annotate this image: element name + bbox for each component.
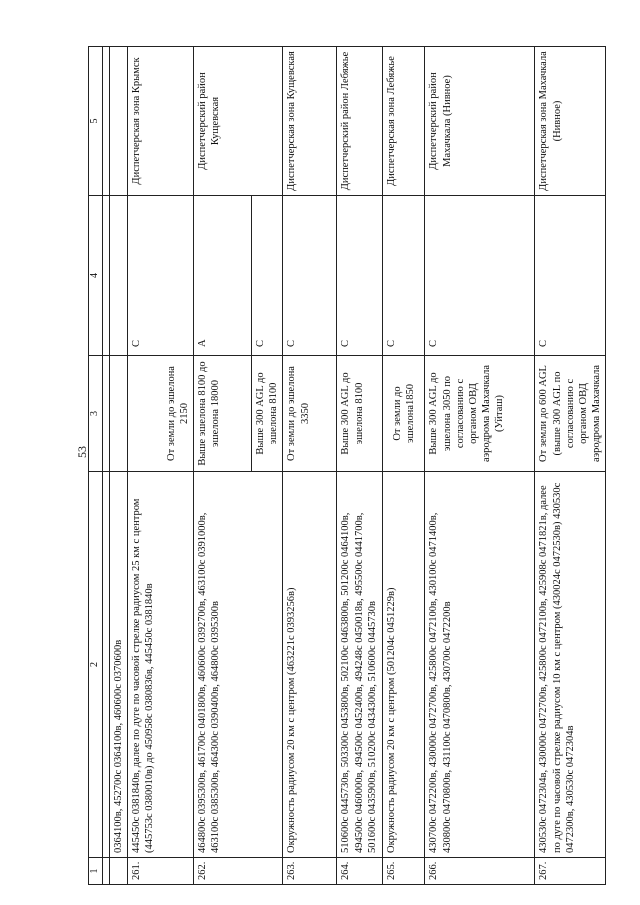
table-row xyxy=(425,47,535,885)
coords-cell: 0364100в, 452700с 0364100в, 460600с 0370600в xyxy=(110,472,128,858)
rotated-page-content xyxy=(88,47,602,885)
table-row xyxy=(128,47,194,885)
altitude-cell: Выше эшелона 8100 до эшелона 18000 xyxy=(194,356,252,472)
zone-cell: Диспетчерская зона Крымск xyxy=(128,47,194,196)
table-row xyxy=(283,47,337,885)
class-cell: С xyxy=(128,196,194,356)
header-col-1: 1 xyxy=(89,858,103,885)
class-cell: С xyxy=(383,196,425,356)
coords-cell: 464800с 0395300в, 461700с 0401800в, 460600с 0392700в, 463100с 0391000в, 463100с 0385300в, 464300с 0390400в, 464800с 0395300в xyxy=(194,472,283,858)
header-col-2: 2 xyxy=(89,472,103,858)
row-number: 265. xyxy=(383,858,425,885)
altitude-cell: От земли до эшелона 3350 xyxy=(283,356,337,472)
table-row xyxy=(337,47,383,885)
zone-cell: Диспетчерский район Кущевская xyxy=(194,47,283,196)
class-cell: С xyxy=(283,196,337,356)
coords-cell: 445450с 0381840в, далее по дуге по часовой стрелке радиусом 25 км с центром (445753с 0380010в) до 450958с 0380836в, 445450с 0381840в xyxy=(128,472,194,858)
continuation-row xyxy=(110,47,128,885)
altitude-cell: Выше 300 AGL до эшелона 8100 xyxy=(252,356,283,472)
coords-cell: Окружность радиусом 20 км с центром (501204с 0451229в) xyxy=(383,472,425,858)
altitude-cell: От земли до эшелона 2150 xyxy=(128,356,194,472)
coords-cell: Окружность радиусом 20 км с центром (463221с 0393256в) xyxy=(283,472,337,858)
row-number: 261. xyxy=(128,858,194,885)
row-number: 262. xyxy=(194,858,283,885)
row-number: 266. xyxy=(425,858,535,885)
zone-cell: Диспетчерская зона Лебяжье xyxy=(383,47,425,196)
airspace-table xyxy=(88,46,606,885)
row-number: 264. xyxy=(337,858,383,885)
zone-cell: Диспетчерский район Махачкала (Нивное) xyxy=(425,47,535,196)
zone-cell: Диспетчерская зона Махачкала (Нивное) xyxy=(535,47,606,196)
blank-row xyxy=(103,47,110,885)
row-number: 263. xyxy=(283,858,337,885)
zone-cell: Диспетчерский район Лебяжье xyxy=(337,47,383,196)
table-row xyxy=(383,47,425,885)
table-row xyxy=(194,47,252,885)
altitude-cell: От земли до эшелона1850 xyxy=(383,356,425,472)
coords-cell: 430700с 0472200в, 430000с 0472700в, 425800с 0472100в, 430100с 0471400в, 430800с 0470800в, 431100с 0470800в, 430700с 0472200в xyxy=(425,472,535,858)
coords-cell: 430530с 0472304в, 430000с 0472700в, 425800с 0472100в, 425908с 0471821в, далее по дуге по часовой стрелке радиусом 10 км с центром (430024с 0472530в) 430530с 0472300в, 430530с 0472304в xyxy=(535,472,606,858)
row-number: 267. xyxy=(535,858,606,885)
altitude-cell: Выше 300 AGL до эшелона 8100 xyxy=(337,356,383,472)
class-cell: С xyxy=(337,196,383,356)
coords-cell: 510600с 0445730в, 503300с 0453800в, 502100с 0463800в, 501200с 0464100в, 494500с 0460000в, 494500с 0452400в, 494248с 0450018в, 495500с 0441700в, 501600с 0435900в, 510200с 0434300в, 510600с 0445730в xyxy=(337,472,383,858)
class-cell: С xyxy=(252,196,283,356)
header-col-3: 3 xyxy=(89,356,103,472)
zone-cell: Диспетчерская зона Кущевская xyxy=(283,47,337,196)
class-cell: С xyxy=(535,196,606,356)
altitude-cell: Выше 300 AGL до эшелона 3050 по согласованию с органом ОВД аэродрома Махачкала (Уйташ) xyxy=(425,356,535,472)
table-row xyxy=(535,47,606,885)
class-cell: С xyxy=(425,196,535,356)
altitude-cell: От земли до 600 AGL (выше 300 AGL по согласованию с органом ОВД аэродрома Махачкала xyxy=(535,356,606,472)
page-number: 53 xyxy=(75,446,89,458)
header-col-5: 5 xyxy=(89,47,103,196)
header-row xyxy=(89,47,103,885)
class-cell: А xyxy=(194,196,252,356)
header-col-4: 4 xyxy=(89,196,103,356)
